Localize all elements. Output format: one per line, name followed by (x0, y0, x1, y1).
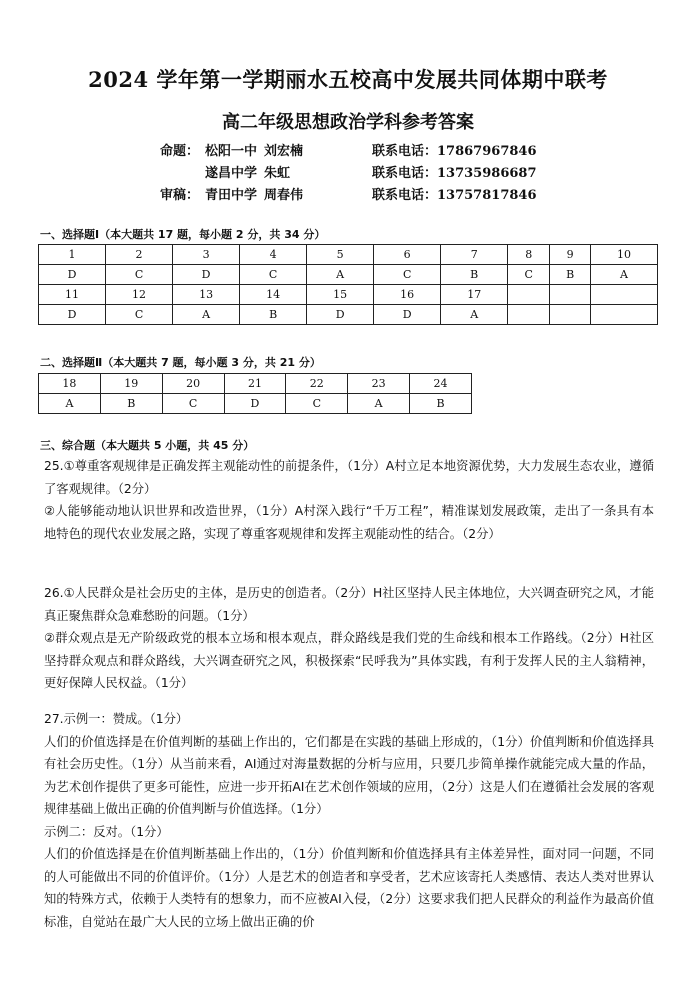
answer-cell (590, 305, 657, 325)
question-number-cell: 22 (286, 374, 348, 394)
answer-cell: B (441, 265, 508, 285)
answer-cell (508, 305, 550, 325)
question-number-cell: 7 (441, 245, 508, 265)
author-row (160, 162, 580, 184)
author-row (160, 140, 580, 162)
authors-block (160, 140, 580, 206)
answer-cell: D (173, 265, 240, 285)
author-role: 命题： (160, 144, 200, 159)
answer-cell: B (100, 394, 162, 414)
answer-cell: A (173, 305, 240, 325)
section1-answer-table (38, 244, 658, 325)
q26-answer (44, 582, 654, 695)
author-name: 周春伟 (264, 188, 304, 203)
answer-cell: C (374, 265, 441, 285)
answer-paragraph: 人们的价值选择是在价值判断基础上作出的，（1分）价值判断和价值选择具有主体差异性，面对同一问题，不同的人可能做出不同的价值评价。（1分）人是艺术的创造者和享受者，艺术应该寄托人类感情、表达人类对世界认知的特殊方式，依赖于人类特有的想象力，而不应被AI入侵，（2分）这要求我们把人民群众的利益作为最高价值标准，自觉站在最广大人民的立场上做出正确的价 (44, 847, 654, 929)
author-row (160, 184, 580, 206)
question-number-cell (550, 285, 591, 305)
question-number-cell: 3 (173, 245, 240, 265)
question-number-cell: 20 (162, 374, 224, 394)
answer-cell: D (224, 394, 286, 414)
table-row (39, 305, 658, 325)
question-number-cell: 9 (550, 245, 591, 265)
answer-cell: D (307, 305, 374, 325)
question-number-cell: 19 (100, 374, 162, 394)
answer-paragraph: 人们的价值选择是在价值判断的基础上作出的，它们都是在实践的基础上形成的，（1分）价值判断和价值选择具有社会历史性。（1分）从当前来看，AI通过对海量数据的分析与应用，只要几步简单操作就能完成大量的作品，为艺术创作提供了更多可能性，应进一步开拓AI在艺术创作领域的应用，（2分）这是人们在遵循社会发展的客观规律基础上做出正确的价值判断与价值选择。（1分） (44, 734, 654, 816)
author-name: 刘宏楠 (264, 144, 304, 159)
answer-paragraph: 示例二：反对。（1分） (44, 824, 169, 839)
section1-heading: 一、选择题Ⅰ（本大题共 17 题，每小题 2 分，共 34 分） (40, 228, 326, 241)
answer-cell: A (590, 265, 657, 285)
question-number-cell: 13 (173, 285, 240, 305)
question-number-cell: 10 (590, 245, 657, 265)
question-number-cell: 23 (348, 374, 410, 394)
author-phone: 联系电话：17867967846 (372, 144, 537, 159)
answer-cell: D (374, 305, 441, 325)
question-number-cell: 8 (508, 245, 550, 265)
answer-cell: D (39, 305, 106, 325)
question-number-cell: 1 (39, 245, 106, 265)
question-number-cell: 12 (106, 285, 173, 305)
q27-answer (44, 708, 654, 933)
table-row (39, 245, 658, 265)
answer-cell: B (410, 394, 472, 414)
question-number-cell (590, 285, 657, 305)
answer-cell: C (106, 265, 173, 285)
question-number-cell: 6 (374, 245, 441, 265)
question-number-cell: 16 (374, 285, 441, 305)
answer-cell: D (39, 265, 106, 285)
answer-cell: C (286, 394, 348, 414)
answer-cell: C (106, 305, 173, 325)
table-row (39, 394, 472, 414)
answer-cell: C (508, 265, 550, 285)
answer-cell: A (348, 394, 410, 414)
question-number-cell: 4 (240, 245, 307, 265)
question-number-cell: 14 (240, 285, 307, 305)
author-name: 朱虹 (264, 166, 291, 181)
question-number-cell: 15 (307, 285, 374, 305)
answer-cell: B (550, 265, 591, 285)
author-school: 遂昌中学 (205, 166, 258, 181)
answer-cell: A (39, 394, 101, 414)
author-phone: 联系电话：13757817846 (372, 188, 537, 203)
answer-cell: C (162, 394, 224, 414)
question-number-cell: 11 (39, 285, 106, 305)
answer-cell: A (441, 305, 508, 325)
answer-cell (550, 305, 591, 325)
question-number-cell: 24 (410, 374, 472, 394)
question-number-cell: 2 (106, 245, 173, 265)
table-row (39, 285, 658, 305)
answer-cell: B (240, 305, 307, 325)
answer-paragraph: 25.①尊重客观规律是正确发挥主观能动性的前提条件，（1分）A村立足本地资源优势，大力发展生态农业，遵循了客观规律。（2分） (44, 459, 654, 496)
q25-answer (44, 455, 654, 545)
answer-cell: C (240, 265, 307, 285)
question-number-cell: 18 (39, 374, 101, 394)
answer-paragraph: 26.①人民群众是社会历史的主体，是历史的创造者。（2分）H社区坚持人民主体地位，大兴调查研究之风，才能真正聚焦群众急难愁盼的问题。（1分） (44, 586, 654, 623)
answer-cell: A (307, 265, 374, 285)
answer-paragraph: ②人能够能动地认识世界和改造世界，（1分）A村深入践行“千万工程”，精准谋划发展政策，走出了一条具有本地特色的现代农业发展之路，实现了尊重客观规律和发挥主观能动性的结合。（2分） (44, 504, 654, 541)
document-title: 2024 学年第一学期丽水五校高中发展共同体期中联考 (88, 67, 608, 92)
question-number-cell (508, 285, 550, 305)
section2-answer-table (38, 373, 472, 414)
table-row (39, 374, 472, 394)
author-school: 青田中学 (205, 188, 258, 203)
question-number-cell: 17 (441, 285, 508, 305)
answer-paragraph: ②群众观点是无产阶级政党的根本立场和根本观点，群众路线是我们党的生命线和根本工作路线。（2分）H社区坚持群众观点和群众路线，大兴调查研究之风，积极探索“民呼我为”具体实践，有利于发挥人民的主人翁精神，更好保障人民权益。（1分） (44, 631, 654, 690)
author-school: 松阳一中 (205, 144, 258, 159)
author-phone: 联系电话：13735986687 (372, 166, 537, 181)
section2-heading: 二、选择题Ⅱ（本大题共 7 题，每小题 3 分，共 21 分） (40, 356, 321, 369)
question-number-cell: 5 (307, 245, 374, 265)
author-role: 审稿： (160, 188, 200, 203)
answer-paragraph: 27.示例一：赞成。（1分） (44, 712, 189, 726)
section3-heading: 三、综合题（本大题共 5 小题，共 45 分） (40, 439, 255, 452)
document-subtitle: 高二年级思想政治学科参考答案 (222, 112, 474, 133)
question-number-cell: 21 (224, 374, 286, 394)
table-row (39, 265, 658, 285)
